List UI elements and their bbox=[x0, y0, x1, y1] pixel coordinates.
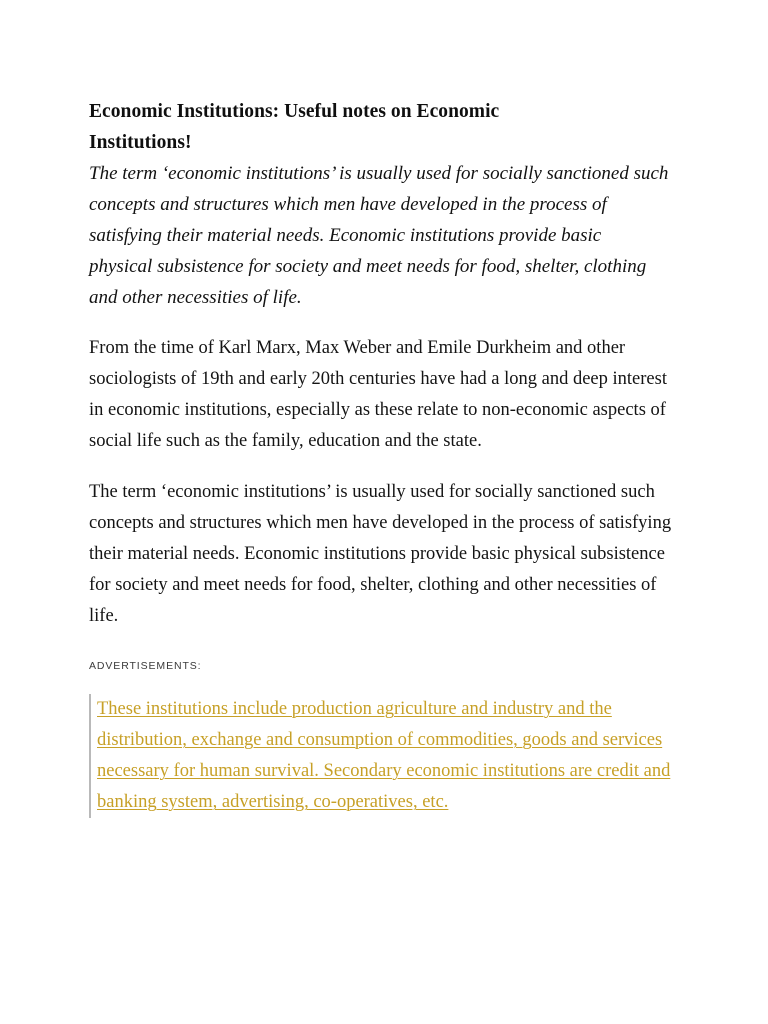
lead-paragraph: The term ‘economic institutions’ is usually used for socially sanctioned such concepts and structures which men have developed in the process of satisfying their material needs. Economic institutions provide basic physical subsistence for society and meet needs for food, shelter, clothing and other necessities of life. bbox=[89, 163, 669, 308]
advertisement-quote-block bbox=[89, 694, 675, 818]
page-title: Economic Institutions: Useful notes on Economic Institutions! bbox=[89, 101, 500, 153]
advertisements-label: ADVERTISEMENTS: bbox=[89, 660, 202, 672]
advertisement-quote-text[interactable]: These institutions include production agriculture and industry and the distribution, exchange and consumption of commodities, goods and services necessary for human survival. Secondary economic institutions are credit and banking system, advertising, co-operatives, etc. bbox=[97, 699, 671, 812]
body-paragraph-economic-institutions: The term ‘economic institutions’ is usually used for socially sanctioned such concepts and structures which men have developed in the process of satisfying their material needs. Economic institutions provide basic physical subsistence for society and meet needs for food, shelter, clothing and other necessities of life. bbox=[89, 482, 672, 626]
body-paragraph-sociologists: From the time of Karl Marx, Max Weber and Emile Durkheim and other sociologists of 19th and early 20th centuries have had a long and deep interest in economic institutions, especially as these relate to non-economic aspects of social life such as the family, education and the state. bbox=[89, 338, 667, 451]
document-content-column bbox=[89, 96, 677, 818]
